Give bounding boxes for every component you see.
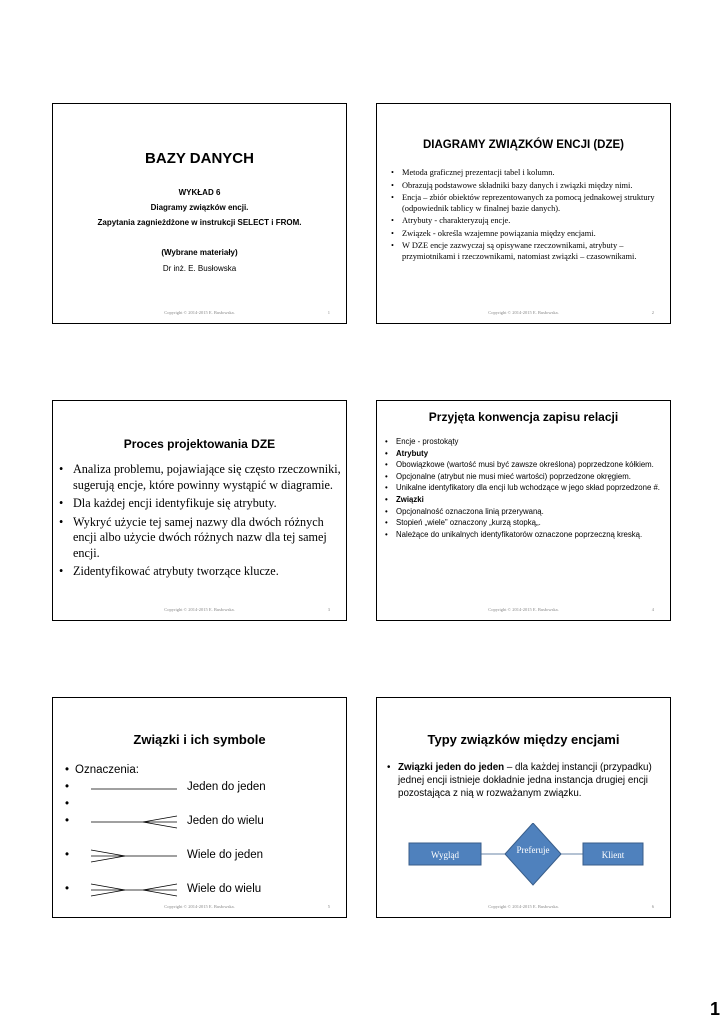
bullet-bold-text: Związki jeden do jeden [398, 762, 505, 773]
slide-footer [53, 607, 346, 617]
list-item: • Obowiązkowe (wartość musi być zawsze określona) poprzedzone kółkiem. [383, 460, 667, 469]
one-to-one-line-icon [89, 781, 181, 795]
slide-footer [53, 904, 346, 914]
list-item: • Związki [383, 495, 667, 504]
relationship-label: Preferuje [516, 845, 550, 855]
list-item: • Wykryć użycie tej samej nazwy dla dwóch różnych encji albo użycie dwóch różnych nazw dla tej samej encji. [57, 515, 341, 562]
slide-5 [52, 697, 347, 918]
list-item: • Atrybuty - charakteryzują encje. [389, 216, 661, 227]
list-item: • Stopień „wiele” oznaczony „kurzą stopką„. [383, 518, 667, 527]
symbol-label: Jeden do jeden [187, 781, 266, 793]
list-item: • Dla każdej encji identyfikuje się atrybuty. [57, 496, 341, 512]
slide2-title: DIAGRAMY ZWIĄZKÓW ENCJI (DZE) [422, 139, 625, 151]
symbol-label: Wiele do jeden [187, 849, 264, 861]
legend-heading-row [65, 764, 335, 778]
list-item: • Unikalne identyfikatory dla encji lub wchodzące w jego skład poprzedzone #. [383, 483, 667, 492]
many-to-many-line-icon [89, 883, 181, 897]
entity-label-right: Klient [601, 850, 625, 860]
slide5-title: Związki i ich symbole [133, 732, 266, 747]
slide1-author: Dr inż. E. Busłowska [162, 264, 237, 273]
copyright: Copyright © 2014-2015 E. Busłowska. [164, 904, 235, 909]
bullet-icon: • [65, 764, 70, 776]
er-diagram [405, 823, 645, 887]
slide4-bullet-list [383, 437, 667, 541]
entity-label-left: Wygląd [431, 850, 459, 860]
symbol-row-many-to-many [65, 883, 335, 897]
list-item [385, 761, 665, 800]
slide6-title: Typy związków między encjami [427, 732, 620, 747]
slide6-bullet-list [385, 761, 665, 800]
slide-number: 1 [327, 310, 330, 315]
list-item: • Obrazują podstawowe składniki bazy danych i związki między nimi. [389, 181, 661, 192]
slide-number: 6 [651, 904, 654, 909]
slide1-note: (Wybrane materiały) [161, 248, 238, 257]
slide-2 [376, 103, 671, 324]
copyright: Copyright © 2014-2015 E. Busłowska. [164, 607, 235, 612]
slide3-title: Proces projektowania DZE [123, 437, 276, 451]
bullet-icon: • [65, 781, 70, 793]
list-item: • Zidentyfikować atrybuty tworzące klucze. [57, 564, 341, 580]
copyright: Copyright © 2014-2015 E. Busłowska. [488, 310, 559, 315]
bullet-icon: • [65, 815, 70, 827]
one-to-many-line-icon [89, 815, 181, 829]
slide-footer [377, 607, 670, 617]
page-number: 1 [709, 999, 720, 1019]
symbol-row-empty [65, 798, 335, 812]
symbol-row-many-to-one [65, 849, 335, 863]
symbol-row-one-to-many [65, 815, 335, 829]
slide4-title: Przyjęta konwencja zapisu relacji [428, 410, 619, 424]
copyright: Copyright © 2014-2015 E. Busłowska. [488, 904, 559, 909]
list-item: • Opcjonalne (atrybut nie musi mieć wartości) poprzedzone okręgiem. [383, 472, 667, 481]
list-item: • Metoda graficznej prezentacji tabel i kolumn. [389, 168, 661, 179]
many-to-one-line-icon [89, 849, 181, 863]
list-item: • Encje - prostokąty [383, 437, 667, 446]
slide3-bullet-list [57, 462, 341, 583]
list-item: • Analiza problemu, pojawiające się często rzeczowniki, sugerują encje, które powinny wystąpić w diagramie. [57, 462, 341, 493]
list-item: • Związek - określa wzajemne powiązania między encjami. [389, 229, 661, 240]
bullet-icon: • [65, 883, 70, 895]
legend-label: Oznaczenia: [75, 764, 139, 776]
copyright: Copyright © 2014-2015 E. Busłowska. [488, 607, 559, 612]
slide1-subtitle1: Diagramy związków encji. [150, 203, 249, 212]
bullet-icon: • [65, 798, 70, 810]
bullet-icon: • [65, 849, 70, 861]
slide-footer [377, 904, 670, 914]
bullet-text: – dla każdej instancji (przypadku) jednej encji istnieje dokładnie jedna instancja drugiej encji pozostająca z nią w rozważanym związku. [398, 762, 652, 799]
list-item: • W DZE encje zazwyczaj są opisywane rzeczownikami, atrybuty – przymiotnikami i rzeczownikami, natomiast związki – czasownikami. [389, 241, 661, 262]
slide-footer [53, 310, 346, 320]
slide-3 [52, 400, 347, 621]
slide-footer [377, 310, 670, 320]
list-item: • Należące do unikalnych identyfikatorów oznaczone poprzeczną kreską. [383, 530, 667, 539]
slide-number: 5 [327, 904, 330, 909]
slide1-lecture: WYKŁAD 6 [178, 188, 221, 197]
symbol-label: Wiele do wielu [187, 883, 262, 895]
list-item: • Opcjonalność oznaczona linią przerywaną. [383, 507, 667, 516]
slide-number: 3 [327, 607, 330, 612]
symbol-row-one-to-one [65, 781, 335, 795]
slide1-title: BAZY DANYCH [145, 150, 254, 167]
slide2-bullet-list [389, 168, 661, 264]
slide1-subtitle2: Zapytania zagnieżdżone w instrukcji SELECT i FROM. [97, 218, 302, 227]
slide-1 [52, 103, 347, 324]
list-item: • Encja – zbiór obiektów reprezentowanych za pomocą jednakowej struktury (odpowiednik tablicy w finalnej bazie danych). [389, 193, 661, 214]
copyright: Copyright © 2014-2015 E. Busłowska. [164, 310, 235, 315]
symbol-label: Jeden do wielu [187, 815, 264, 827]
slide-number: 4 [651, 607, 654, 612]
list-item: • Atrybuty [383, 449, 667, 458]
slide-6 [376, 697, 671, 918]
slide-number: 2 [651, 310, 654, 315]
slide-4 [376, 400, 671, 621]
